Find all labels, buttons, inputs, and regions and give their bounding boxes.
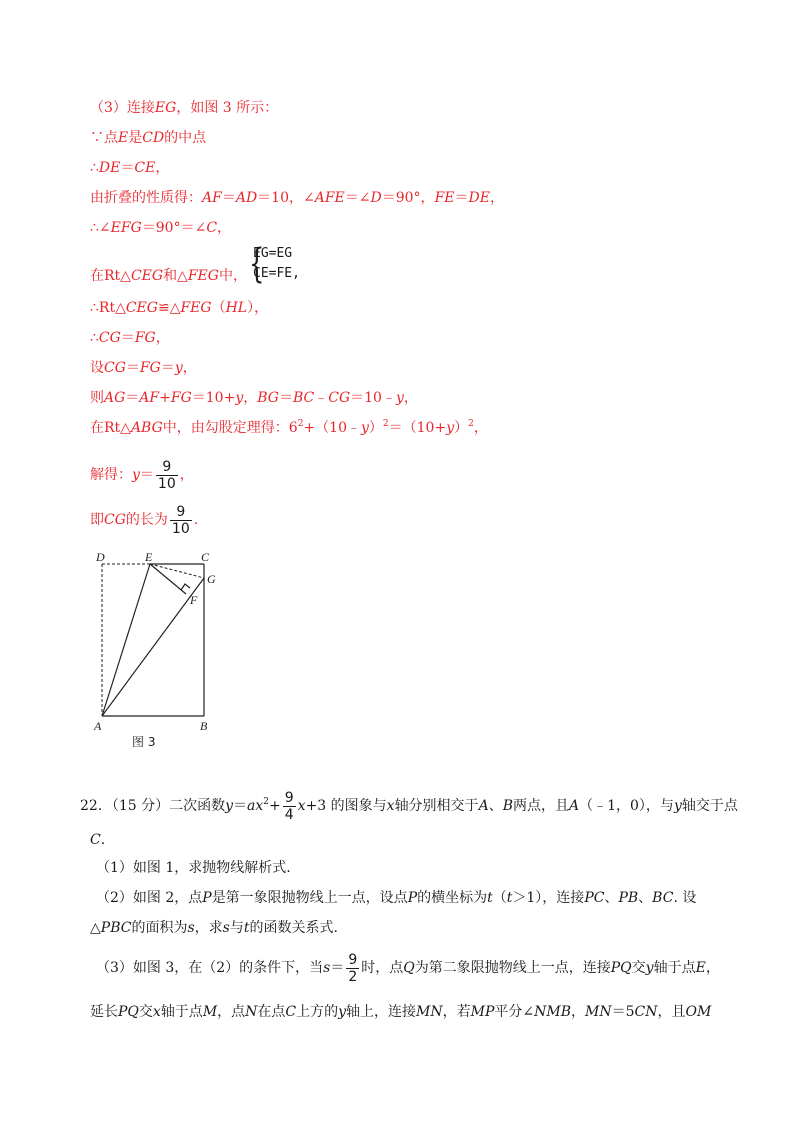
text: ＝ (278, 390, 293, 406)
text: BC (292, 390, 315, 406)
fraction-numerator: 9 (176, 503, 186, 520)
solution-line-2 (90, 128, 206, 148)
text: DE (98, 160, 121, 176)
text: t (506, 890, 513, 906)
text: y (645, 960, 654, 976)
text: 即 (90, 512, 104, 528)
text: CN (634, 1004, 658, 1020)
label-a: A (94, 719, 102, 733)
text: EG (154, 100, 177, 116)
text: ＝ (454, 190, 469, 206)
text: 是 (128, 130, 143, 146)
problem-22-part-1 (96, 858, 291, 878)
text: 交 (138, 1004, 153, 1020)
text: CG (98, 330, 121, 346)
text: MN (585, 1004, 612, 1020)
text: ＝10+ (191, 390, 236, 406)
text: ） (454, 420, 469, 436)
text: ，点 (217, 1004, 246, 1020)
text: PQ (118, 1004, 139, 1020)
solution-line-7 (90, 298, 268, 318)
right-angle-mark (181, 584, 190, 590)
solution-line-10 (90, 388, 418, 408)
label-g: G (207, 572, 216, 586)
text: . 设 (673, 890, 697, 906)
text: 2 (297, 419, 304, 429)
fraction-denominator: 4 (284, 806, 294, 823)
text: 两点，且 (512, 798, 569, 814)
text: 则 (90, 390, 104, 406)
text: y (446, 420, 455, 436)
text: ，求 (194, 920, 223, 936)
geometry-figure-3 (88, 548, 228, 748)
text: 中，由勾股定理得：6 (162, 420, 298, 436)
fraction (346, 952, 359, 985)
text: （3）如图 3，在（2）的条件下，当 (96, 960, 324, 976)
text: t (243, 920, 250, 936)
text: . (193, 512, 199, 528)
text: y (235, 390, 244, 406)
solution-line-3 (90, 158, 169, 178)
text: + (269, 798, 281, 814)
fraction (283, 790, 296, 823)
text: 的横坐标为 (417, 890, 488, 906)
text: BC (652, 890, 674, 906)
text: 轴交于点 (681, 798, 738, 814)
text: C (285, 1004, 297, 1020)
text: +3 的图象与 (305, 798, 387, 814)
text: 、 (604, 890, 619, 906)
text: PQ (610, 960, 632, 976)
problem-22-part-2 (96, 888, 696, 908)
text: ， (489, 190, 504, 206)
text: 轴上，连接 (346, 1004, 417, 1020)
text: y (174, 360, 183, 376)
text: ＝90°， (381, 190, 435, 206)
solution-line-1 (90, 98, 278, 118)
segment-ef (150, 564, 186, 594)
text: s (222, 920, 230, 936)
text: 2 (468, 419, 474, 429)
text: HL (225, 300, 248, 316)
text: 在点 (257, 1004, 286, 1020)
text: ， (182, 360, 197, 376)
text: MP (470, 1004, 495, 1020)
text: PBC (100, 920, 132, 936)
segment-ae (102, 564, 150, 716)
text: y (673, 798, 682, 814)
text: AD (235, 190, 258, 206)
problem-22-line-2 (90, 830, 105, 850)
text: A (568, 798, 580, 814)
text: 是第一象限抛物线上一点，设点 (211, 890, 408, 906)
text: CD (142, 130, 165, 146)
text: BG (257, 390, 279, 406)
text: ， (243, 390, 258, 406)
text: （ (211, 300, 226, 316)
text: M (202, 1004, 218, 1020)
text: Q (403, 960, 415, 976)
text: s (323, 960, 331, 976)
text: CG (328, 390, 351, 406)
text: ，且 (657, 1004, 686, 1020)
text: PB (618, 890, 639, 906)
text: 和△ (163, 268, 188, 284)
solution-line-4 (90, 188, 504, 208)
text: ＝ (125, 390, 140, 406)
text: （2）如图 2，点 (96, 890, 203, 906)
text: N (245, 1004, 258, 1020)
text: +（10﹣ (303, 420, 361, 436)
text: ∴∠ (90, 220, 111, 236)
text: PC (584, 890, 605, 906)
text: 由折叠的性质得： (90, 190, 202, 206)
text: C (206, 220, 218, 236)
text: FEG (187, 268, 219, 284)
text: ， (155, 330, 170, 346)
fraction (170, 504, 192, 537)
text: ， (403, 390, 418, 406)
text: x (297, 798, 306, 814)
text: ＝90°＝∠ (141, 220, 207, 236)
text: FE (434, 190, 455, 206)
text: A (478, 798, 489, 814)
text: ≌△ (157, 300, 181, 316)
solution-line-9 (90, 358, 197, 378)
figure-caption: 图 3 (132, 735, 156, 748)
text: DE (468, 190, 490, 206)
text: s (187, 920, 195, 936)
label-f: F (190, 593, 198, 607)
text: 在Rt△ (90, 420, 131, 436)
text: OM (685, 1004, 712, 1020)
system-brace: { (249, 241, 265, 287)
text: C (90, 832, 101, 848)
text: y (360, 420, 369, 436)
text: ABG (130, 420, 163, 436)
text: NMB (534, 1004, 572, 1020)
text: ，如图 3 所示： (176, 100, 279, 116)
text: y (338, 1004, 347, 1020)
text: CE (134, 160, 156, 176)
text: 的中点 (164, 130, 207, 146)
text: ， (179, 467, 194, 483)
text: ＝10﹣ (350, 390, 396, 406)
text: x (152, 1004, 161, 1020)
text: 2 (263, 797, 269, 807)
solution-line-11 (90, 418, 488, 440)
text: CEG (130, 268, 164, 284)
text: 为第二象限抛物线上一点，连接 (414, 960, 611, 976)
label-d: D (96, 550, 105, 564)
text: （1）如图 1，求抛物线解析式. (96, 860, 291, 876)
text: ＝ (120, 330, 135, 346)
text: t (487, 890, 493, 906)
text: MN (416, 1004, 443, 1020)
text: ＝ (330, 960, 345, 976)
text: ＝ (139, 467, 154, 483)
text: 解得： (90, 467, 132, 483)
text: CG (104, 512, 126, 528)
label-b: B (200, 719, 208, 733)
text: FG (134, 330, 156, 346)
text: AFE (314, 190, 345, 206)
text: ， (571, 1004, 586, 1020)
text: FEG (180, 300, 212, 316)
label-e: E (145, 550, 153, 564)
text: CEG (125, 300, 158, 316)
text: 平分∠ (494, 1004, 535, 1020)
text: AF (202, 190, 222, 206)
system-eq-2: CE=FE, (253, 266, 300, 281)
text: ）， (247, 300, 269, 316)
label-c: C (201, 550, 210, 564)
text: y (132, 467, 140, 483)
text: （3）连接 (90, 100, 155, 116)
text: ＝ (120, 160, 135, 176)
text: ， (473, 420, 488, 436)
text: ， (155, 160, 170, 176)
text: 的函数关系式. (249, 920, 338, 936)
text: y (225, 798, 234, 814)
text: ∴ (90, 160, 99, 176)
problem-22-line-1 (80, 788, 738, 826)
fraction-numerator: 9 (162, 458, 172, 475)
text: . (100, 832, 106, 848)
equation-system (253, 244, 300, 284)
text: FG (139, 360, 161, 376)
text: 轴分别相交于 (394, 798, 479, 814)
text: ＝ (221, 190, 236, 206)
text: 2 (382, 419, 389, 429)
text: FG (170, 390, 192, 406)
text: y (395, 390, 404, 406)
text: ∴ (90, 330, 99, 346)
text: ，若 (442, 1004, 471, 1020)
text: 上方的 (296, 1004, 339, 1020)
text: EFG (110, 220, 142, 236)
text: 时，点 (361, 960, 404, 976)
text: 轴于点 (653, 960, 696, 976)
text: 交 (631, 960, 646, 976)
text: 与 (229, 920, 244, 936)
fraction-denominator: 2 (348, 968, 358, 985)
fraction-denominator: 10 (171, 520, 190, 537)
text: x (386, 798, 395, 814)
text: ax (247, 798, 264, 814)
text: AG (104, 390, 126, 406)
text: ＝（10+ (388, 420, 447, 436)
solution-line-5 (90, 218, 231, 238)
text: ， (217, 220, 232, 236)
solution-line-12 (90, 457, 194, 493)
text: （﹣1，0），与 (579, 798, 674, 814)
text: ﹣ (314, 390, 329, 406)
text: 轴于点 (160, 1004, 203, 1020)
text: ＝10，∠ (257, 190, 315, 206)
system-eq-1: EG=EG (253, 246, 293, 261)
text: ＝∠ (344, 190, 371, 206)
text: AF (139, 390, 160, 406)
text: B (502, 798, 513, 814)
text: 、 (638, 890, 653, 906)
text: 在Rt△ (90, 268, 131, 284)
text: ＝ (233, 798, 248, 814)
text: （15 分）二次函数 (111, 798, 226, 814)
text: 中， (218, 268, 247, 284)
text: 设 (90, 360, 104, 376)
fraction-numerator: 9 (348, 951, 358, 968)
text: D (370, 190, 382, 206)
text: ∴Rt△ (90, 300, 126, 316)
text: ） (368, 420, 383, 436)
text: E (118, 130, 129, 146)
text: ， (705, 960, 720, 976)
text: ＝5 (611, 1004, 635, 1020)
text: 、 (488, 798, 503, 814)
problem-22-part-3-cont (90, 1002, 711, 1022)
fraction (156, 459, 178, 492)
fraction-denominator: 10 (157, 475, 176, 492)
problem-22-part-3 (96, 950, 720, 986)
segment-ag (102, 578, 204, 716)
text: 的长为 (125, 512, 168, 528)
text: CG (104, 360, 126, 376)
text: ＝ (125, 360, 140, 376)
text: P (407, 890, 418, 906)
text: ＞1），连接 (512, 890, 585, 906)
text: 的面积为 (131, 920, 188, 936)
text: P (202, 890, 212, 906)
problem-22-part-2-cont (90, 918, 338, 938)
solution-line-6 (90, 266, 247, 286)
text: （ (492, 890, 507, 906)
text: ∵点 (90, 130, 118, 146)
solution-line-13 (90, 502, 198, 538)
text: △ (90, 920, 101, 936)
text: ＝ (160, 360, 175, 376)
text: + (159, 390, 171, 406)
solution-line-8 (90, 328, 170, 348)
problem-number: 22． (80, 798, 112, 814)
text: E (695, 960, 706, 976)
fraction-numerator: 9 (284, 789, 294, 806)
text: 延长 (90, 1004, 118, 1020)
